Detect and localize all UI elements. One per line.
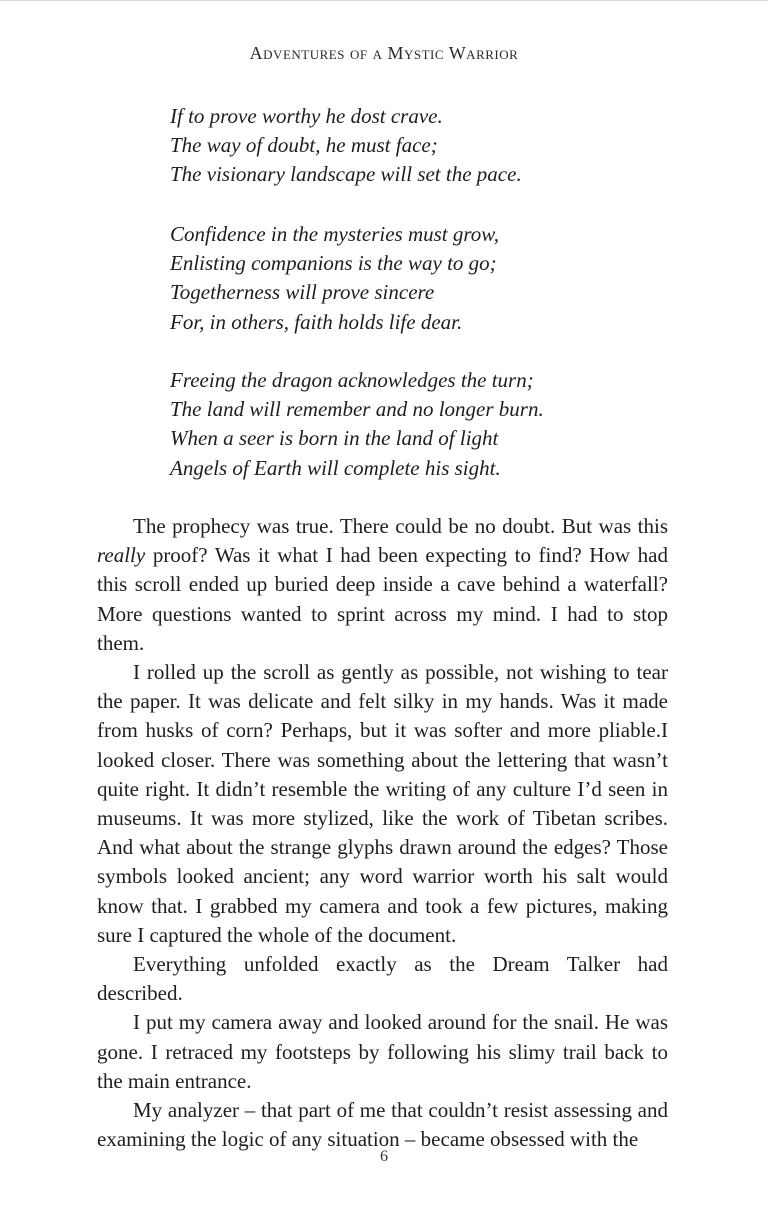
paragraph: Everything unfolded exactly as the Dream Talker had described. [97,952,668,1006]
verse-stanza-3 [170,366,690,483]
paragraph: I rolled up the scroll as gently as possible, not wishing to tear the paper. It was delicate and felt silky in my hands. Was it made from husks of corn? Perhaps, but it was softer and more pliable.I looked closer. There was something about the lettering that wasn’t quite right. It didn’t resemble the writing of any culture I’d seen in museums. It was more stylized, like the work of Tibetan scribes. And what about the strange glyphs drawn around the edges? Those symbols looked ancient; any word warrior worth his salt would know that. I grabbed my camera and took a few pictures, making sure I captured the whole of the document. [97,660,668,947]
verse-line: The visionary landscape will set the pace. [170,162,522,187]
paragraph: I put my camera away and looked around for the snail. He was gone. I retraced my footsteps by following his slimy trail back to the main entrance. [97,1010,668,1093]
verse-line: Freeing the dragon acknowledges the turn; [170,368,534,392]
verse-stanza-1 [170,102,690,190]
paragraph-text: The prophecy was true. There could be no doubt. But was this [133,514,668,538]
emphasis-text: really [97,543,146,568]
top-border-rule [0,0,768,1]
verse-stanza-2 [170,220,690,337]
body-text [97,512,668,1154]
running-header-title: Adventures of a Mystic Warrior [249,43,519,63]
verse-line: If to prove worthy he dost crave. [170,104,443,128]
verse-line: Angels of Earth will complete his sight. [170,455,501,480]
verse-line: Confidence in the mysteries must grow, [170,222,499,246]
verse-line: For, in others, faith holds life dear. [170,309,463,334]
verse-line: Enlisting companions is the way to go; [170,251,497,276]
paragraph [97,512,668,658]
verse-line: When a seer is born in the land of light [170,426,499,451]
verse-line: Togetherness will prove sincere [170,280,435,305]
verse-line: The way of doubt, he must face; [170,133,438,158]
page-number: 6 [380,1148,388,1165]
verse-line: The land will remember and no longer burn. [170,397,544,422]
paragraph-text: proof? Was it what I had been expecting to find? How had this scroll ended up buried deep inside a cave behind a waterfall? More questions wanted to sprint across my mind. I had to stop them. [97,543,669,655]
paragraph: My analyzer – that part of me that couldn’t resist assessing and examining the logic of any situation – became obsessed with the [97,1098,668,1152]
